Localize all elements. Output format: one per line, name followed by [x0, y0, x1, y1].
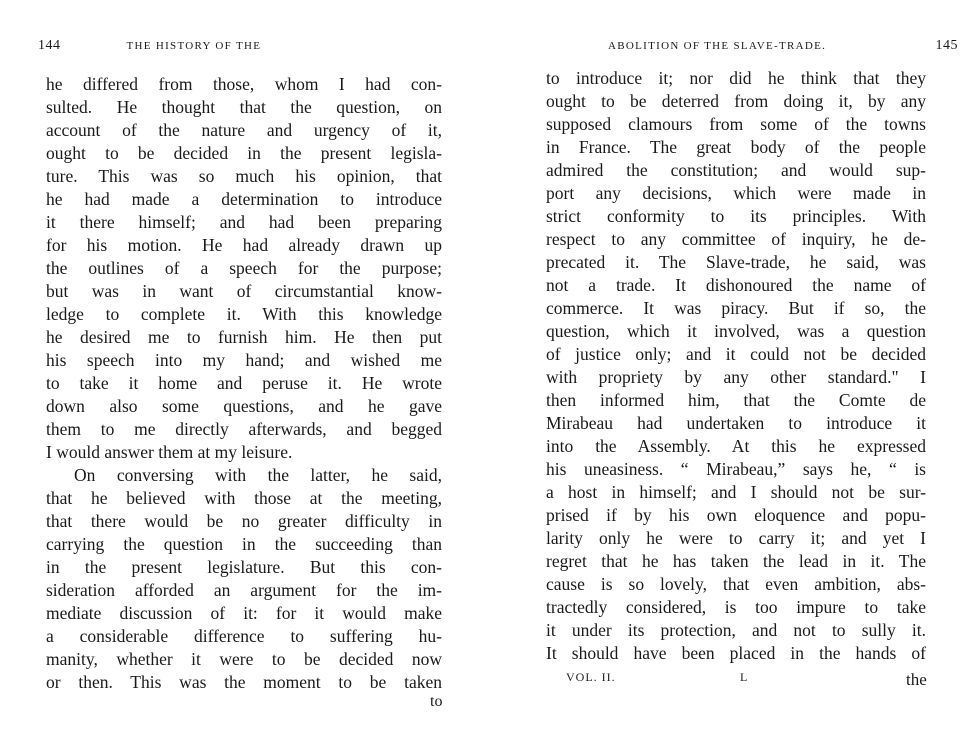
text-line: into the Assembly. At this he expressed — [546, 436, 926, 456]
right-page — [490, 0, 980, 744]
text-line: not a trade. It dishonoured the name of — [546, 275, 926, 295]
text-line: larity only he were to carry it; and yet I — [546, 528, 926, 548]
text-line: he had made a determination to introduce — [46, 189, 442, 209]
text-line: commerce. It was piracy. But if so, the — [546, 298, 926, 318]
left-catchword: to — [430, 693, 443, 710]
text-line: prised if by his own eloquence and popu- — [546, 505, 926, 525]
text-line: for his motion. He had already drawn up — [46, 235, 442, 255]
right-page-number: 145 — [935, 38, 958, 53]
right-running-title: ABOLITION OF THE SLAVE-TRADE. — [608, 40, 827, 52]
text-line: he desired me to furnish him. He then put — [46, 327, 442, 347]
right-catchword: the — [906, 670, 927, 689]
text-line: his uneasiness. “ Mirabeau,” says he, “ is — [546, 459, 926, 479]
text-line: strict conformity to its principles. With — [546, 206, 926, 226]
left-body-text — [46, 73, 442, 694]
text-line: sulted. He thought that the question, on — [46, 97, 442, 117]
text-line: mediate discussion of it: for it would make — [46, 603, 442, 623]
left-running-head — [38, 38, 448, 58]
text-line: carrying the question in the succeeding than — [46, 534, 442, 554]
text-line: the outlines of a speech for the purpose; — [46, 258, 442, 278]
text-line: them to me directly afterwards, and begged — [46, 419, 442, 439]
text-line: of justice only; and it could not be decided — [546, 344, 926, 364]
text-line: sideration afforded an argument for the im- — [46, 580, 442, 600]
text-line: manity, whether it were to be decided now — [46, 649, 442, 669]
right-body-text — [546, 67, 926, 665]
signature-volume: VOL. II. — [566, 670, 616, 684]
text-line: that he believed with those at the meeting, — [46, 488, 442, 508]
text-line: I would answer them at my leisure. — [46, 442, 293, 462]
text-line: in the present legislature. But this con- — [46, 557, 442, 577]
text-line: respect to any committee of inquiry, he de- — [546, 229, 926, 249]
text-line: port any decisions, which were made in — [546, 183, 926, 203]
text-line: It should have been placed in the hands of — [546, 643, 926, 663]
text-line: account of the nature and urgency of it, — [46, 120, 442, 140]
text-line: he differed from those, whom I had con- — [46, 74, 442, 94]
text-line: then informed him, that the Comte de — [546, 390, 926, 410]
text-line: his speech into my hand; and wished me — [46, 350, 442, 370]
text-line: On conversing with the latter, he said, — [74, 465, 442, 485]
text-line: a considerable difference to suffering hu- — [46, 626, 442, 646]
text-line: ture. This was so much his opinion, that — [46, 166, 442, 186]
text-line: cause is so lovely, that even ambition, abs- — [546, 574, 926, 594]
signature-mark: L — [740, 670, 749, 684]
text-line: ought to be decided in the present legisla- — [46, 143, 442, 163]
right-running-head — [608, 38, 958, 58]
text-line: or then. This was the moment to be taken — [46, 672, 442, 692]
text-line: regret that he has taken the lead in it. The — [546, 551, 926, 571]
text-line: Mirabeau had undertaken to introduce it — [546, 413, 926, 433]
text-line: to introduce it; nor did he think that they — [546, 68, 926, 88]
text-line: supposed clamours from some of the towns — [546, 114, 926, 134]
text-line: tractedly considered, is too impure to take — [546, 597, 926, 617]
text-line: with propriety by any other standard." I — [546, 367, 926, 387]
text-line: in France. The great body of the people — [546, 137, 926, 157]
text-line: down also some questions, and he gave — [46, 396, 442, 416]
text-line: that there would be no greater difficulty in — [46, 511, 442, 531]
text-line: ledge to complete it. With this knowledge — [46, 304, 442, 324]
text-line: but was in want of circumstantial know- — [46, 281, 442, 301]
text-line: it under its protection, and not to sully it. — [546, 620, 926, 640]
left-running-title: THE HISTORY OF THE — [126, 40, 262, 52]
text-line: admired the constitution; and would sup- — [546, 160, 926, 180]
text-line: ought to be deterred from doing it, by any — [546, 91, 926, 111]
text-line: to take it home and peruse it. He wrote — [46, 373, 442, 393]
left-page-number: 144 — [38, 38, 61, 53]
text-line: question, which it involved, was a question — [546, 321, 926, 341]
text-line: it there himself; and had been preparing — [46, 212, 442, 232]
text-line: precated it. The Slave-trade, he said, was — [546, 252, 926, 272]
text-line: a host in himself; and I should not be sur- — [546, 482, 926, 502]
